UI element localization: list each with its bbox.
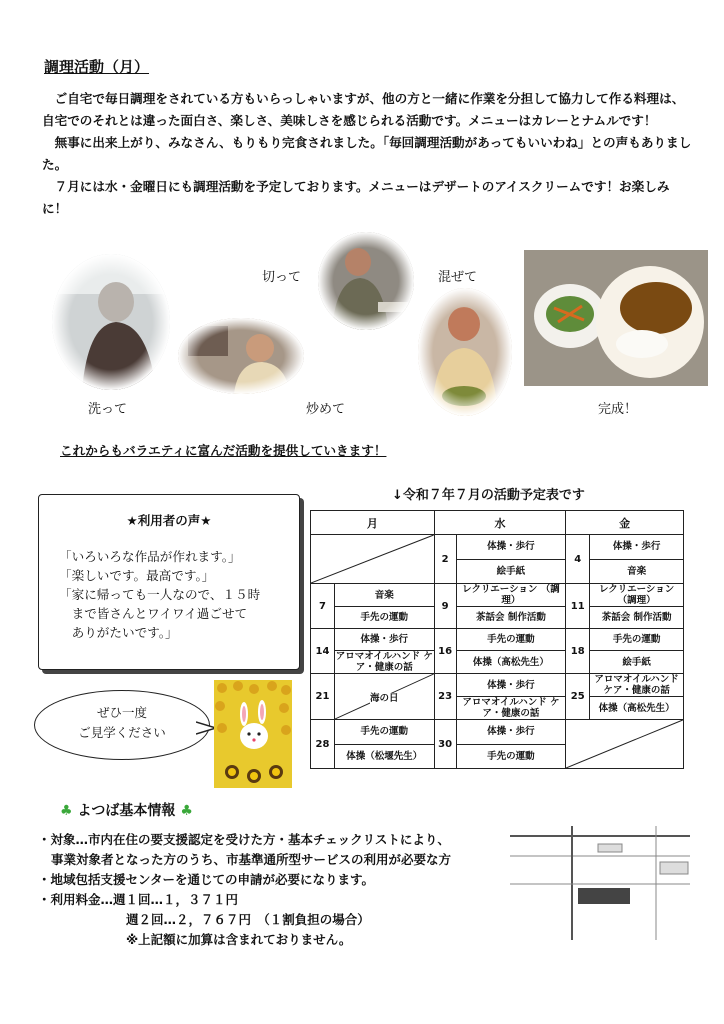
basic-info-heading xyxy=(60,800,193,820)
photo-frying xyxy=(178,318,304,394)
date-cell: 7 xyxy=(311,584,335,629)
activity-cell: レクリエーション （調理） xyxy=(590,584,684,607)
info-target: ・対象…市内在住の要支援認定を受けた方・基本チェックリストにより、 xyxy=(38,832,450,847)
date-cell: 30 xyxy=(434,720,456,769)
bubble-line-2: ご見学ください xyxy=(78,725,166,740)
header-friday: 金 xyxy=(566,511,684,535)
bubble-tail xyxy=(196,718,216,738)
voice-line: 「家に帰っても一人なので、１５時 xyxy=(59,587,261,602)
date-cell: 14 xyxy=(311,629,335,674)
activity-cell: アロマオイルハンド ケア・健康の話 xyxy=(590,674,684,697)
schedule-title: ↓令和７年７月の活動予定表です xyxy=(392,488,585,503)
activity-cell: 手先の運動 xyxy=(590,629,684,651)
intro-text xyxy=(42,88,692,220)
activity-cell: 手先の運動 xyxy=(334,720,434,745)
activity-cell: 手先の運動 xyxy=(456,744,566,769)
clover-icon: ♣ xyxy=(180,803,193,819)
voice-line: 「いろいろな作品が作れます。」 xyxy=(59,549,241,564)
date-cell: 4 xyxy=(566,535,590,584)
page-title: 調理活動（月） xyxy=(44,58,150,76)
empty-slash-cell xyxy=(566,720,684,769)
activity-cell: アロマオイルハンド ケア・健康の話 xyxy=(335,651,433,673)
activity-cell: 茶話会 制作活動 xyxy=(456,607,566,629)
info-note: ※上記額に加算は含まれておりません。 xyxy=(126,932,352,947)
user-voices-title: ★利用者の声★ xyxy=(126,513,212,528)
table-row xyxy=(311,674,684,697)
photo-cutting xyxy=(318,232,414,330)
activity-cell: 体操・歩行 xyxy=(456,535,566,560)
activity-cell: 体操（松堰先生） xyxy=(334,744,434,769)
activity-schedule-table xyxy=(310,510,684,769)
table-row xyxy=(311,651,684,674)
caption-wash: 洗って xyxy=(88,402,128,417)
date-cell: 9 xyxy=(434,584,456,629)
date-cell: 2 xyxy=(434,535,456,584)
user-voices-box xyxy=(38,494,300,670)
caption-fry: 炒めて xyxy=(306,402,346,417)
activity-cell: レクリエーション （調理） xyxy=(456,584,566,607)
date-cell: 18 xyxy=(566,629,590,674)
basic-info-heading-text: よつば基本情報 xyxy=(77,803,176,819)
voice-line: まで皆さんとワイワイ過ごせて xyxy=(59,606,248,621)
activity-cell: 茶話会 制作活動 xyxy=(590,607,684,629)
activity-cell: 音楽 xyxy=(334,584,434,607)
photo-mixing xyxy=(418,288,512,416)
activity-cell: 体操（高松先生） xyxy=(456,651,566,674)
visit-invitation-bubble xyxy=(34,690,210,760)
activity-cell: 体操・歩行 xyxy=(456,674,566,697)
activity-cell: 体操・歩行 xyxy=(456,720,566,745)
activity-cell: 手先の運動 xyxy=(456,629,566,651)
caption-done: 完成！ xyxy=(598,402,638,417)
date-cell: 28 xyxy=(311,720,335,769)
activity-cell: 手先の運動 xyxy=(334,607,434,629)
table-row xyxy=(311,535,684,560)
activity-cell: 体操・歩行 xyxy=(590,535,684,560)
photo-finished-dish xyxy=(524,250,708,386)
empty-slash-cell xyxy=(311,535,435,584)
table-row xyxy=(311,720,684,745)
table-row xyxy=(311,629,684,651)
basic-info-list xyxy=(38,830,451,950)
activity-cell: アロマオイルハンド ケア・健康の話 xyxy=(456,697,566,720)
info-fee-2: 週２回…２，７６７円 （１割負担の場合） xyxy=(126,912,370,927)
date-cell: 21 xyxy=(311,674,335,720)
voice-line: ありがたいです。」 xyxy=(59,625,178,640)
activity-cell: 体操（高松先生） xyxy=(590,697,684,720)
activity-cell: 音楽 xyxy=(590,559,684,584)
header-wednesday: 水 xyxy=(434,511,566,535)
activity-cell: 絵手紙 xyxy=(456,559,566,584)
info-fee: ・利用料金…週１回…１，３７１円 xyxy=(38,892,239,907)
voice-line: 「楽しいです。最高です。」 xyxy=(59,568,215,583)
holiday-label: 海の日 xyxy=(370,692,399,704)
clover-icon: ♣ xyxy=(60,803,73,819)
intro-paragraph-1: ご自宅で毎日調理をされている方もいらっしゃいますが、他の方と一緒に作業を分担して協力して作る料理は、自宅でのそれとは違った面白さ、楽しさ、美味しさを感じられる活動です。メニューはカレーとナムルです！ xyxy=(42,91,685,128)
intro-paragraph-3: ７月には水・金曜日にも調理活動を予定しております。メニューはデザートのアイスクリームです！お楽しみに！ xyxy=(42,179,670,216)
date-cell: 25 xyxy=(566,674,590,720)
info-apply: ・地域包括支援センターを通じての申請が必要になります。 xyxy=(38,872,375,887)
activity-cell: 体操・歩行 xyxy=(334,629,434,651)
table-row xyxy=(311,607,684,629)
photo-washing xyxy=(52,254,170,390)
table-header-row xyxy=(311,511,684,535)
sunflower-rabbit-illustration xyxy=(214,680,292,788)
date-cell: 23 xyxy=(434,674,456,720)
activity-cell: 絵手紙 xyxy=(590,651,684,674)
date-cell: 16 xyxy=(434,629,456,674)
holiday-cell xyxy=(334,674,434,720)
caption-cut: 切って xyxy=(262,270,302,285)
table-row xyxy=(311,584,684,607)
date-cell: 11 xyxy=(566,584,590,629)
intro-paragraph-2: 無事に出来上がり、みなさん、もりもり完食されました。「毎回調理活動があってもいいわね」との声もありました。 xyxy=(42,135,692,172)
bubble-line-1: ぜひ一度 xyxy=(96,705,147,720)
header-monday: 月 xyxy=(311,511,435,535)
tagline: これからもバラエティに富んだ活動を提供していきます！ xyxy=(60,443,387,458)
access-map xyxy=(500,822,700,942)
info-target-cont: 事業対象者となった方のうち、市基準通所型サービスの利用が必要な方 xyxy=(51,852,452,867)
caption-mix: 混ぜて xyxy=(438,270,478,285)
